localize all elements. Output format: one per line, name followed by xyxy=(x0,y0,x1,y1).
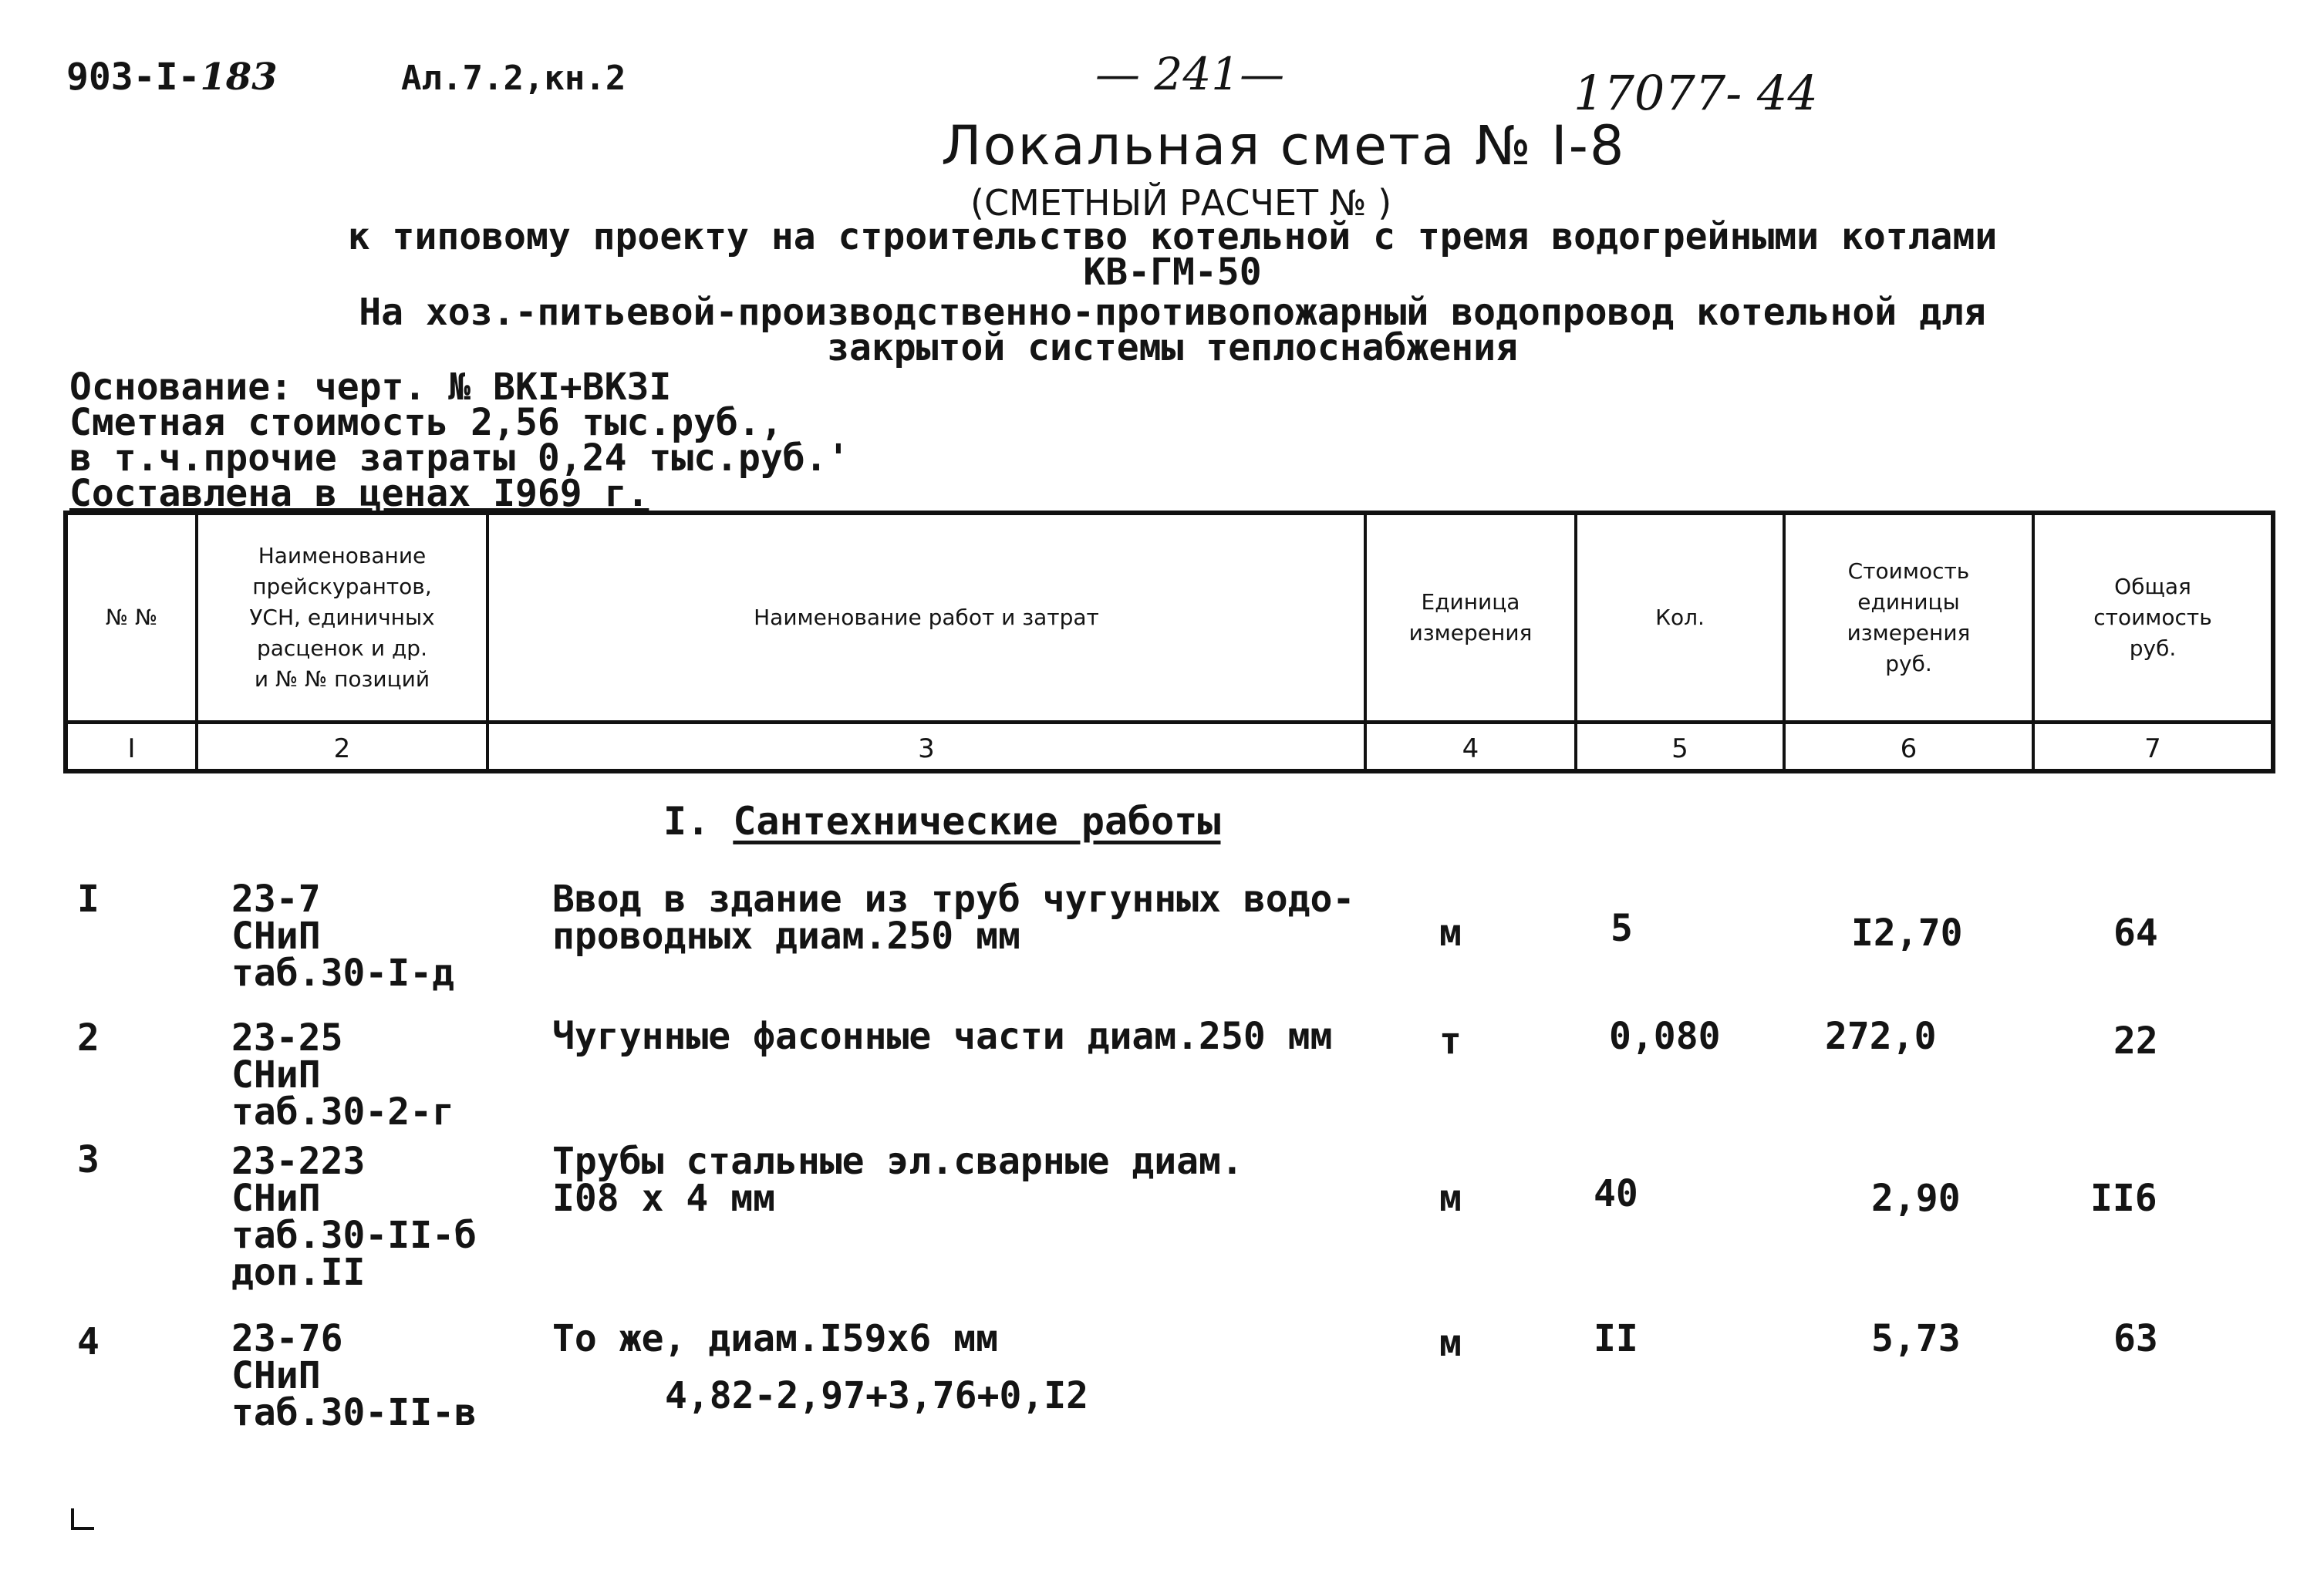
row-unit-price: 2,90 xyxy=(1871,1177,1961,1220)
row-quantity: II xyxy=(1594,1317,1638,1360)
inventory-number: 17077- 44 xyxy=(1574,65,1818,121)
row-quantity: 0,080 xyxy=(1609,1015,1721,1058)
document-title: Локальная смета № I-8 xyxy=(941,114,1626,177)
row-total: 64 xyxy=(2113,912,2158,955)
column-number: I xyxy=(127,733,136,764)
row-unit-price: 5,73 xyxy=(1871,1317,1961,1360)
row-number: I xyxy=(77,878,100,921)
section-number: I. xyxy=(663,799,710,844)
row-pricelist-code: 23-76 СНиП таб.30-II-в xyxy=(231,1317,477,1434)
page-number: — 241— xyxy=(1095,48,1285,100)
column-header-work-name: Наименование работ и затрат xyxy=(754,605,1099,630)
column-header-unit-price: Стоимость единицы измерения руб. xyxy=(1847,558,1971,676)
row-pricelist-code: 23-223 СНиП таб.30-II-б доп.II xyxy=(231,1140,477,1294)
row-unit: т xyxy=(1439,1019,1462,1063)
row-number: 2 xyxy=(77,1016,100,1060)
corner-mark xyxy=(71,1508,94,1530)
column-number: 4 xyxy=(1462,733,1479,764)
row-calculation-note: 4,82-2,97+3,76+0,I2 xyxy=(665,1374,1089,1417)
row-quantity: 5 xyxy=(1611,907,1633,950)
column-header-unit: Единица измерения xyxy=(1408,589,1533,645)
column-header-number: № № xyxy=(105,605,158,630)
document-code xyxy=(66,56,278,99)
section-title xyxy=(663,799,1220,844)
basis-price-year: Составлена в ценах I969 г. xyxy=(69,472,649,515)
project-line-4: закрытой системы теплоснабжения xyxy=(827,326,1518,369)
album-reference: Ал.7.2,кн.2 xyxy=(401,59,626,98)
column-header-total: Общая стоимость руб. xyxy=(2093,574,2212,661)
project-line-3: На хоз.-питьевой-производственно-противопожарный водопровод котельной для xyxy=(359,291,1986,334)
row-quantity: 40 xyxy=(1594,1172,1638,1215)
section-name: Сантехнические работы xyxy=(733,799,1221,844)
column-number: 5 xyxy=(1671,733,1688,764)
column-header-quantity: Кол. xyxy=(1655,605,1705,630)
row-total: 63 xyxy=(2113,1317,2158,1360)
column-number: 3 xyxy=(918,733,935,764)
column-header-pricelist: Наименование прейскурантов, УСН, единичных расценок и др. и № № позиций xyxy=(249,543,435,692)
column-number: 6 xyxy=(1900,733,1918,764)
project-line-1: к типовому проекту на строительство котельной с тремя водогрейными котлами xyxy=(347,215,1998,258)
project-line-2: КВ-ГМ-50 xyxy=(1083,251,1262,294)
document-code-handwritten: 183 xyxy=(200,56,278,99)
row-pricelist-code: 23-25 СНиП таб.30-2-г xyxy=(231,1016,454,1134)
row-unit: м xyxy=(1439,1322,1462,1365)
row-work-name: Трубы стальные эл.сварные диам. I08 х 4 мм xyxy=(552,1140,1243,1220)
column-number: 2 xyxy=(333,733,351,764)
row-total: II6 xyxy=(2090,1177,2157,1220)
row-unit: м xyxy=(1439,1177,1462,1220)
row-work-name: Ввод в здание из труб чугунных водо- проводных диам.250 мм xyxy=(552,878,1355,958)
row-work-name: Чугунные фасонные части диам.250 мм xyxy=(552,1015,1333,1058)
row-unit: м xyxy=(1439,912,1462,955)
row-number: 3 xyxy=(77,1138,100,1181)
row-number: 4 xyxy=(77,1320,100,1363)
row-work-name: То же, диам.I59х6 мм xyxy=(552,1317,998,1360)
estimate-table-header xyxy=(63,511,2275,773)
row-total: 22 xyxy=(2113,1019,2158,1063)
basis-estimate-cost: Сметная стоимость 2,56 тыс.руб., xyxy=(69,401,783,444)
document-code-prefix: 903-I- xyxy=(66,56,201,99)
document-subtitle: (СМЕТНЫЙ РАСЧЕТ № ) xyxy=(970,182,1392,224)
row-pricelist-code: 23-7 СНиП таб.30-I-д xyxy=(231,878,454,995)
basis-drawing: Основание: черт. № ВКI+ВК3I xyxy=(69,366,672,409)
row-unit-price: I2,70 xyxy=(1851,912,1963,955)
basis-other-costs: в т.ч.прочие затраты 0,24 тыс.руб.' xyxy=(69,436,850,480)
column-number: 7 xyxy=(2144,733,2161,764)
row-unit-price: 272,0 xyxy=(1825,1015,1937,1058)
